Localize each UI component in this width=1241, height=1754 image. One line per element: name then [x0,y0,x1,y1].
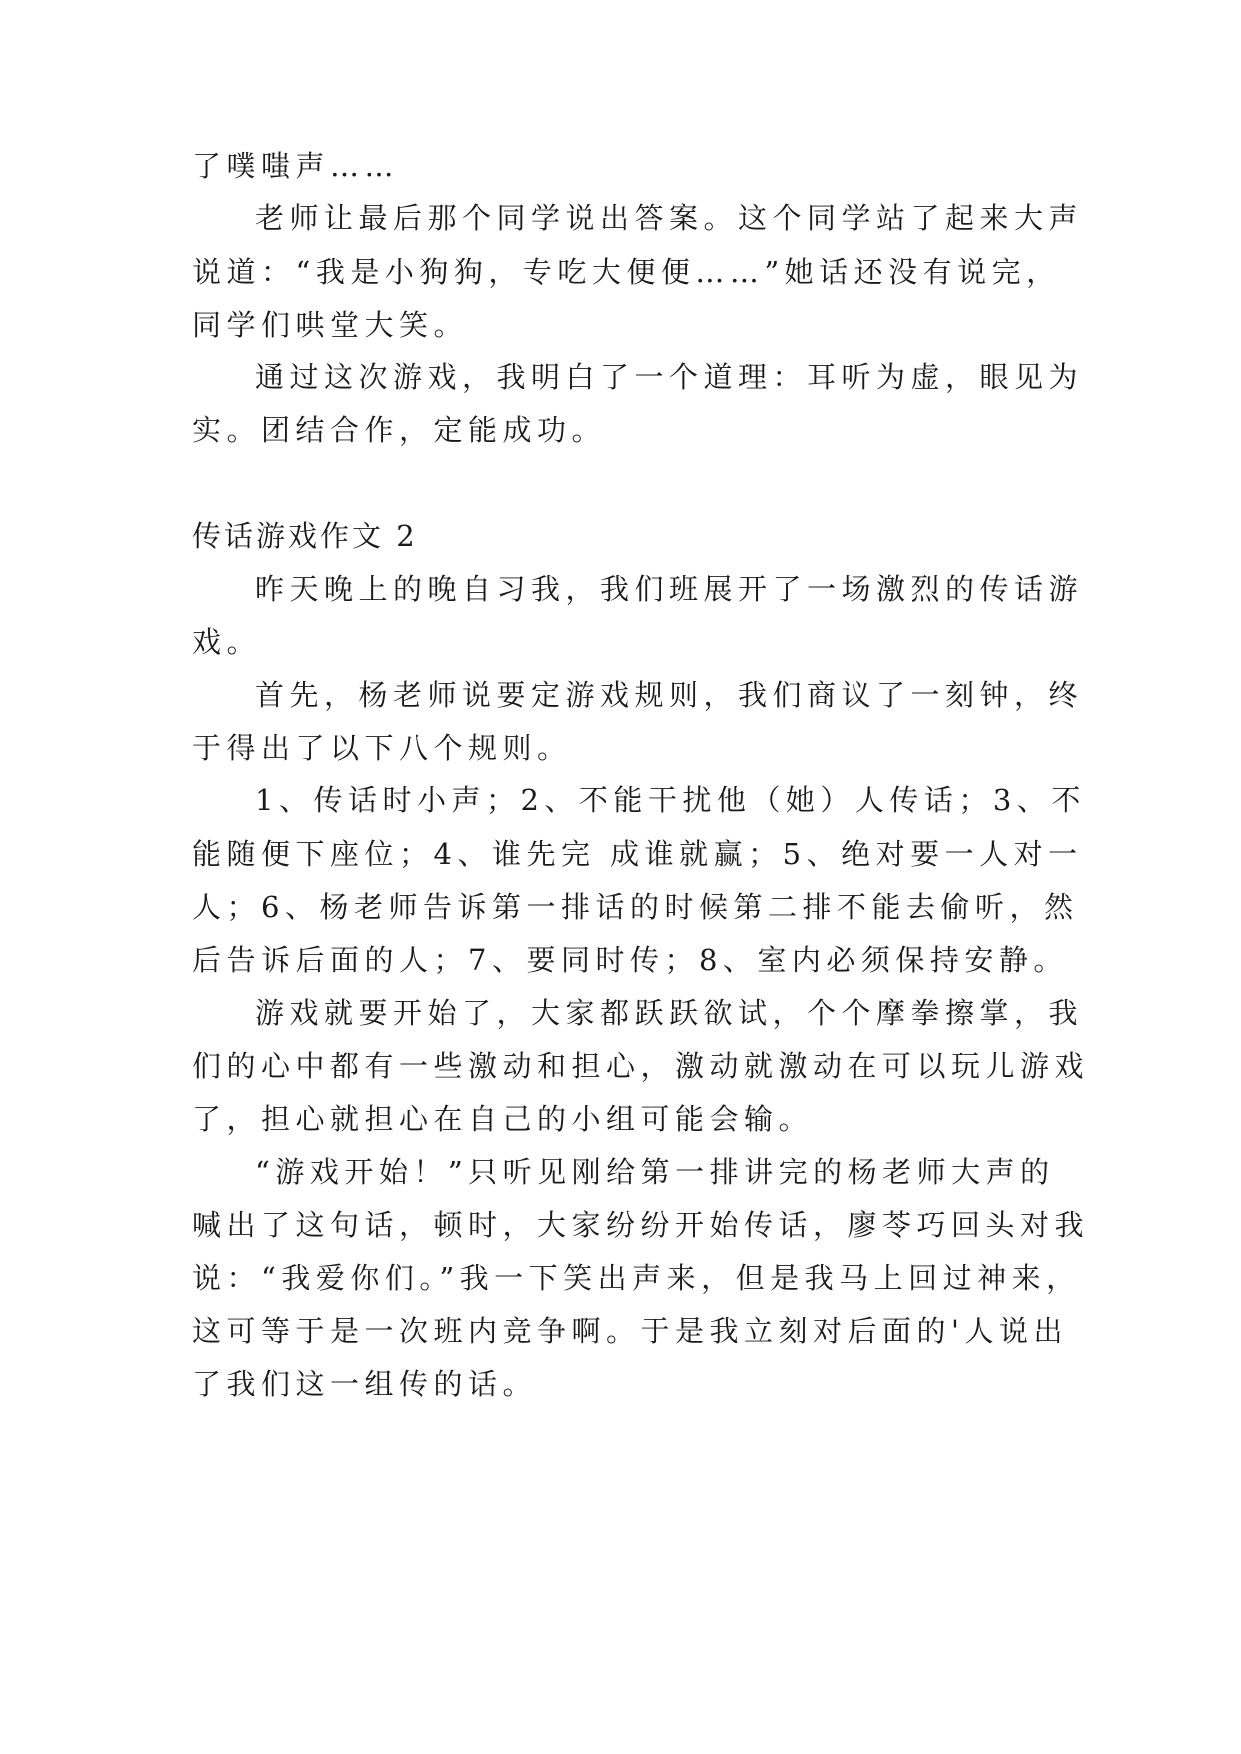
paragraph-line: 说道：“我是小狗狗，专吃大便便……”她话还没有说完， [192,255,1061,289]
paragraph-line: 说：“我爱你们。”我一下笑出声来，但是我马上回过神来， [192,1261,1081,1295]
paragraph-line: 这可等于是一次班内竞争啊。于是我立刻对后面的'人说出 [192,1314,1068,1348]
paragraph-line: 于得出了以下八个规则。 [192,731,572,765]
paragraph-line: 人；6、杨老师告诉第一排话的时候第二排不能去偷听，然 [192,890,1079,924]
paragraph-line: 了噗嗤声…… [192,149,400,183]
paragraph-line: 游戏就要开始了，大家都跃跃欲试，个个摩拳擦掌，我 [255,996,1084,1030]
paragraph-line: 实。团结合作，定能成功。 [192,413,607,447]
paragraph-line: 了，担心就担心在自己的小组可能会输。 [192,1102,814,1136]
paragraph-line: 同学们哄堂大笑。 [192,308,469,342]
paragraph-line: 们的心中都有一些激动和担心，激动就激动在可以玩儿游戏 [192,1049,1090,1083]
paragraph-line: 了我们这一组传的话。 [192,1367,538,1401]
paragraph-line: 1、传话时小声；2、不能干扰他（她）人传话；3、不 [255,783,1086,817]
paragraph-line: 通过这次游戏，我明白了一个道理：耳听为虚，眼见为 [255,360,1084,394]
section-heading: 传话游戏作文 2 [192,519,418,553]
paragraph-line: 喊出了这句话，顿时，大家纷纷开始传话，廖苓巧回头对我 [192,1208,1090,1242]
paragraph-line: 老师让最后那个同学说出答案。这个同学站了起来大声 [255,201,1084,235]
paragraph-line: 戏。 [192,625,262,659]
paragraph-line: “游戏开始！”只听见刚给第一排讲完的杨老师大声的 [255,1155,1055,1189]
paragraph-line: 能随便下座位；4、谁先完 成谁就赢；5、绝对要一人对一 [192,837,1083,871]
paragraph-line: 首先，杨老师说要定游戏规则，我们商议了一刻钟，终 [255,678,1084,712]
paragraph-line: 昨天晚上的晚自习我，我们班展开了一场激烈的传话游 [255,572,1084,606]
paragraph-line: 后告诉后面的人；7、要同时传；8、室内必须保持安静。 [192,943,1068,977]
